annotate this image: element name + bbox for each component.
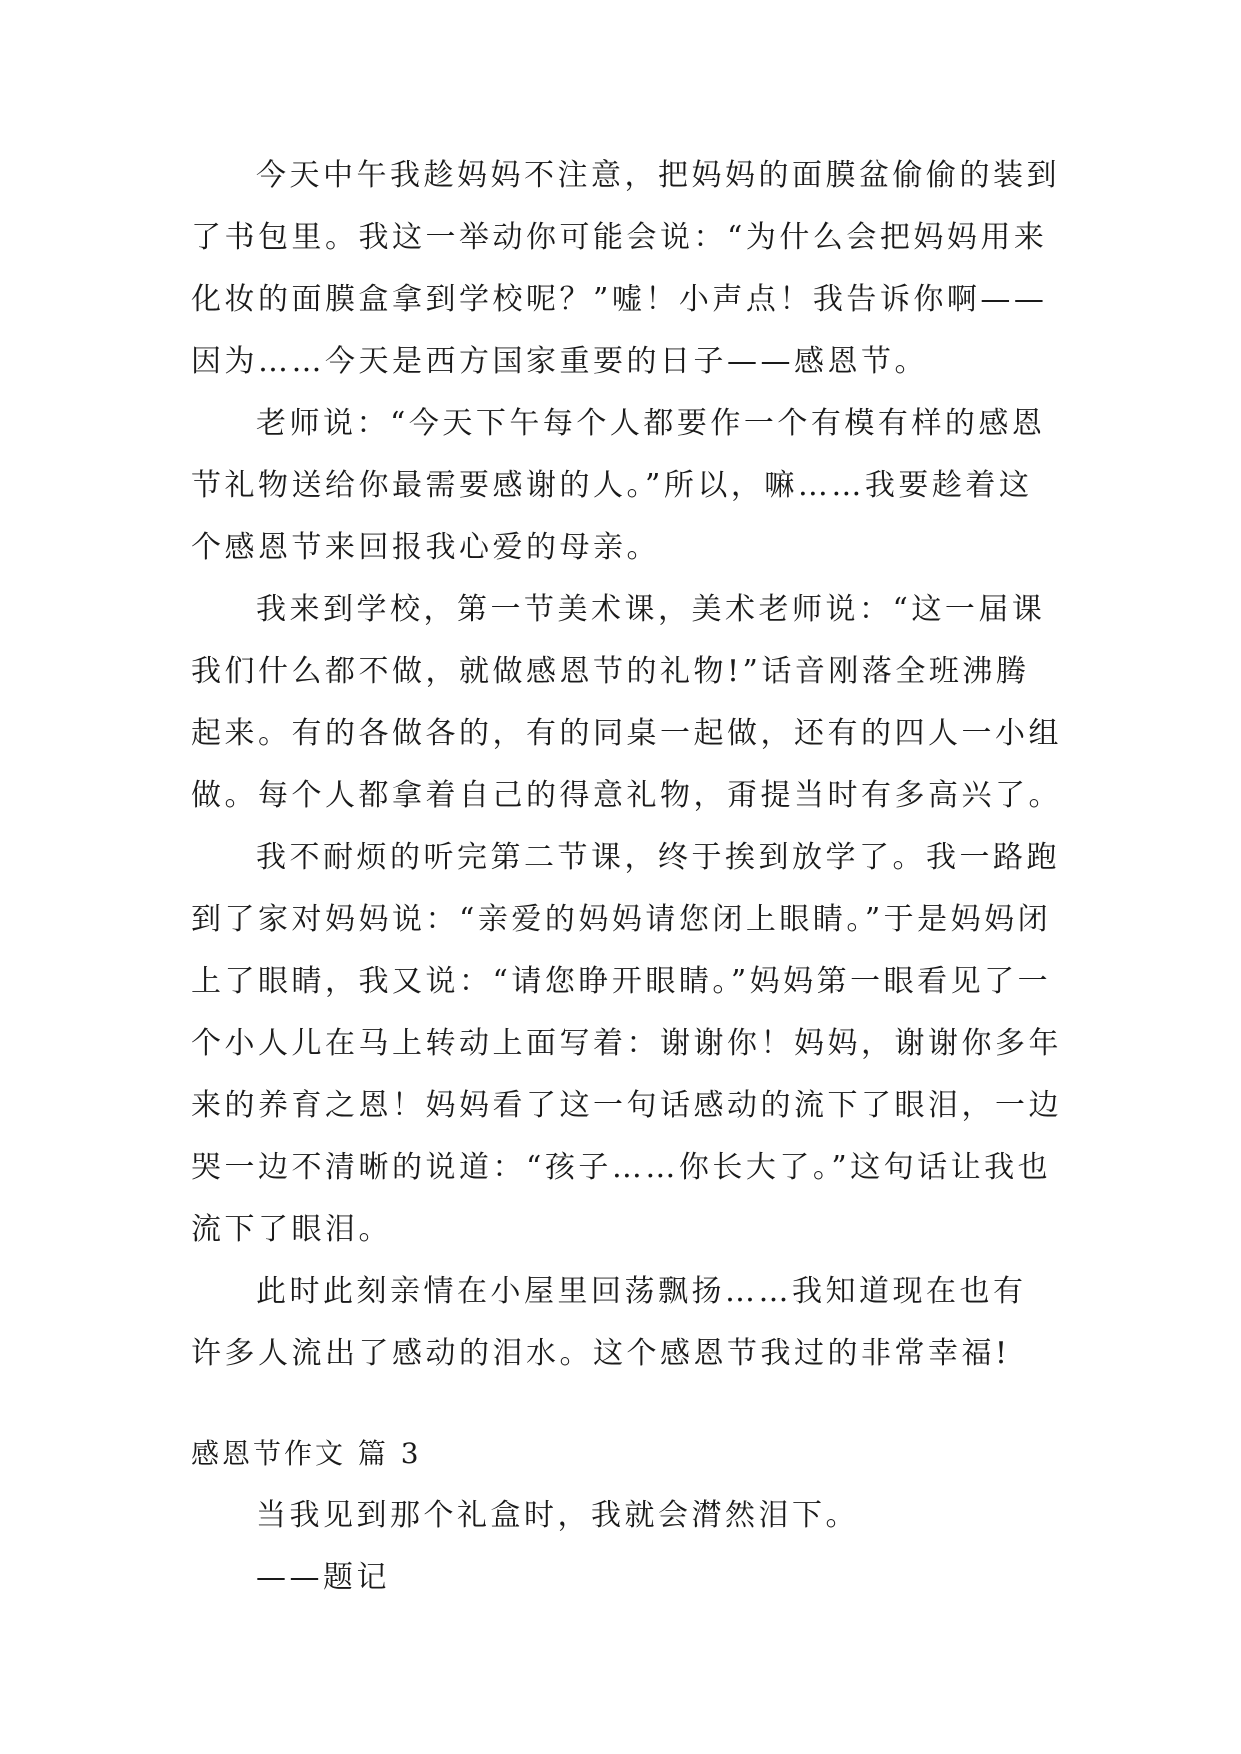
paragraph-2-line-1: 老师说：“今天下午每个人都要作一个有模有样的感恩 [256,406,1046,441]
paragraph-3-line-3: 起来。有的各做各的，有的同桌一起做，还有的四人一小组 [191,716,1062,751]
paragraph-4-line-7: 流下了眼泪。 [191,1212,392,1247]
paragraph-3-line-4: 做。每个人都拿着自己的得意礼物，甭提当时有多高兴了。 [191,778,1062,813]
paragraph-5-line-1: 此时此刻亲情在小屋里回荡飘扬……我知道现在也有 [256,1274,1027,1309]
section-heading: 感恩节作文 篇 3 [191,1437,422,1470]
paragraph-2-line-2: 节礼物送给你最需要感谢的人。”所以，嘛……我要趁着这 [191,468,1033,503]
paragraph-1-line-1: 今天中午我趁妈妈不注意，把妈妈的面膜盆偷偷的装到 [256,158,1060,193]
paragraph-1-line-4: 因为……今天是西方国家重要的日子——感恩节。 [191,344,928,379]
paragraph-1-line-3: 化妆的面膜盒拿到学校呢？”嘘！小声点！我告诉你啊—— [191,282,1048,317]
section-epigraph: ——题记 [256,1560,390,1595]
paragraph-4-line-5: 来的养育之恩！妈妈看了这一句话感动的流下了眼泪，一边 [191,1088,1062,1123]
paragraph-4-line-4: 个小人儿在马上转动上面写着：谢谢你！妈妈，谢谢你多年 [191,1026,1062,1061]
section-paragraph-1: 当我见到那个礼盒时，我就会潸然泪下。 [256,1498,859,1533]
paragraph-3-line-1: 我来到学校，第一节美术课，美术老师说：“这一届课 [256,592,1046,627]
paragraph-5-line-2: 许多人流出了感动的泪水。这个感恩节我过的非常幸福! [191,1336,1011,1371]
paragraph-4-line-1: 我不耐烦的听完第二节课，终于挨到放学了。我一路跑 [256,840,1060,875]
paragraph-2-line-3: 个感恩节来回报我心爱的母亲。 [191,530,660,565]
paragraph-3-line-2: 我们什么都不做，就做感恩节的礼物!”话音刚落全班沸腾 [191,654,1030,689]
paragraph-4-line-6: 哭一边不清晰的说道：“孩子……你长大了。”这句话让我也 [191,1150,1052,1185]
paragraph-4-line-2: 到了家对妈妈说：“亲爱的妈妈请您闭上眼睛。”于是妈妈闭 [191,902,1052,937]
paragraph-1-line-2: 了书包里。我这一举动你可能会说：“为什么会把妈妈用来 [191,220,1048,255]
paragraph-4-line-3: 上了眼睛，我又说：“请您睁开眼睛。”妈妈第一眼看见了一 [191,964,1052,999]
